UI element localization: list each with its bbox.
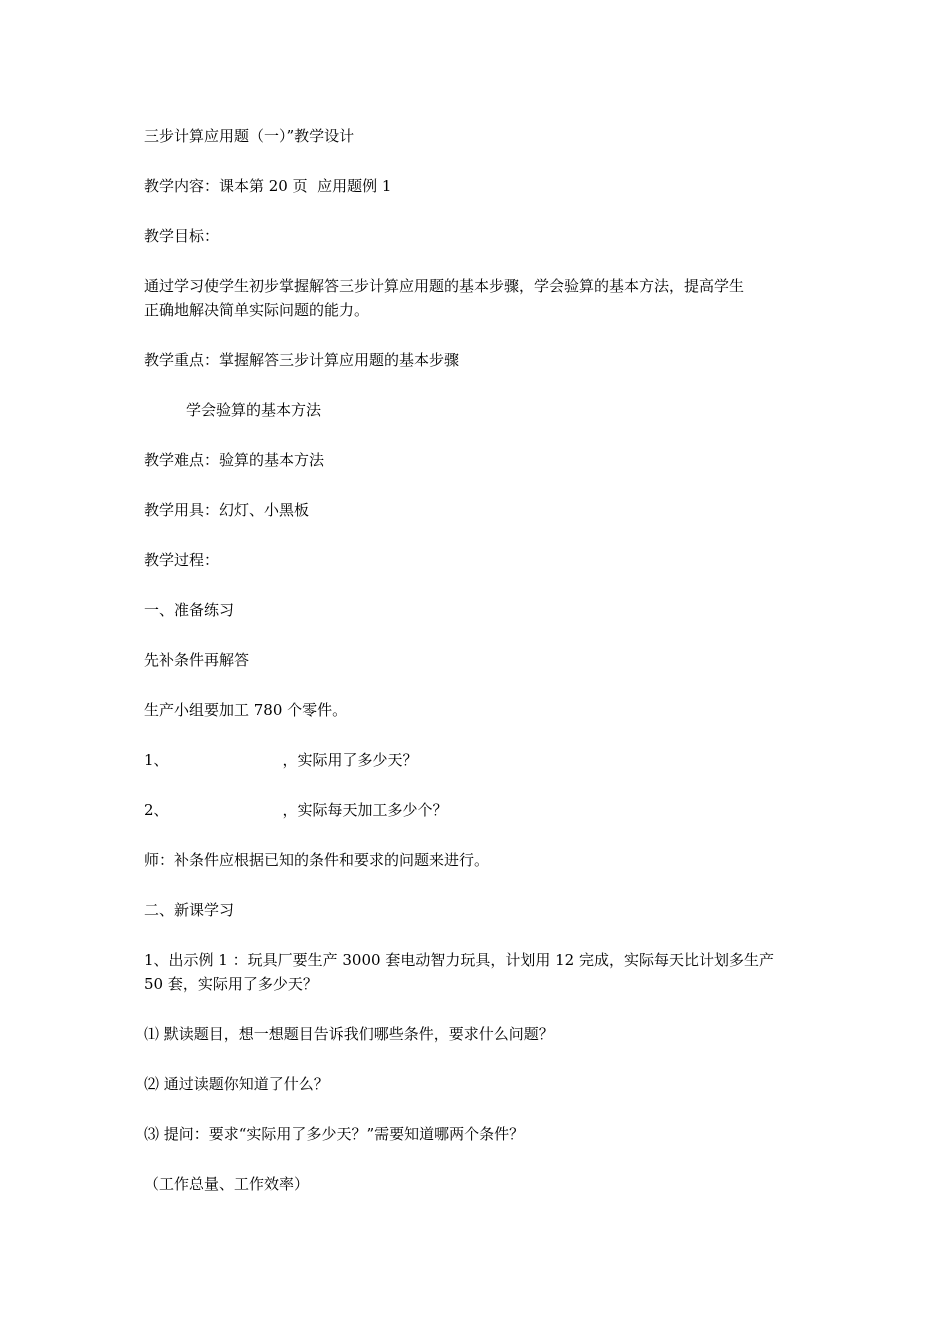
teacher-note: 师：补条件应根据已知的条件和要求的问题来进行。 [144,851,490,869]
question-1-text: ，实际用了多少天？ [282,751,418,769]
section-heading-2: 二、新课学习 [144,901,235,919]
difficulty: 教学难点：验算的基本方法 [144,451,325,469]
step-2: ⑵ 通过读题你知道了什么？ [144,1075,329,1093]
answer: （工作总量、工作效率） [144,1175,310,1193]
teaching-goal-line-1: 通过学习使学生初步掌握解答三步计算应用题的基本步骤，学会验算的基本方法，提高学生 [144,277,745,295]
example-line-2: 50 套，实际用了多少天？ [144,975,318,993]
question-2 [144,798,814,822]
question-1 [144,748,814,772]
teaching-tools: 教学用具：幻灯、小黑板 [144,501,310,519]
teaching-goal-label: 教学目标： [144,227,220,245]
teaching-goal-line-2: 正确地解决简单实际问题的能力。 [144,301,370,319]
key-point-continued: 学会验算的基本方法 [186,401,322,419]
process-label: 教学过程： [144,551,220,569]
teaching-content: 教学内容：课本第 20 页 应用题例 1 [144,177,392,195]
prep-instruction: 先补条件再解答 [144,651,250,669]
section-heading-1: 一、准备练习 [144,601,235,619]
question-1-number: 1、 [144,751,169,769]
example-line-1: 1、出示例 1 ：玩具厂要生产 3000 套电动智力玩具，计划用 12 完成，实际每天比计划多生产 [144,951,774,969]
prep-problem: 生产小组要加工 780 个零件。 [144,701,348,719]
question-2-number: 2、 [144,801,169,819]
question-2-text: ，实际每天加工多少个？ [282,801,448,819]
step-1: ⑴ 默读题目，想一想题目告诉我们哪些条件，要求什么问题？ [144,1025,554,1043]
step-3: ⑶ 提问：要求“实际用了多少天？”需要知道哪两个条件？ [144,1125,525,1143]
key-point: 教学重点：掌握解答三步计算应用题的基本步骤 [144,351,460,369]
document-title: 三步计算应用题（一）”教学设计 [144,127,355,145]
